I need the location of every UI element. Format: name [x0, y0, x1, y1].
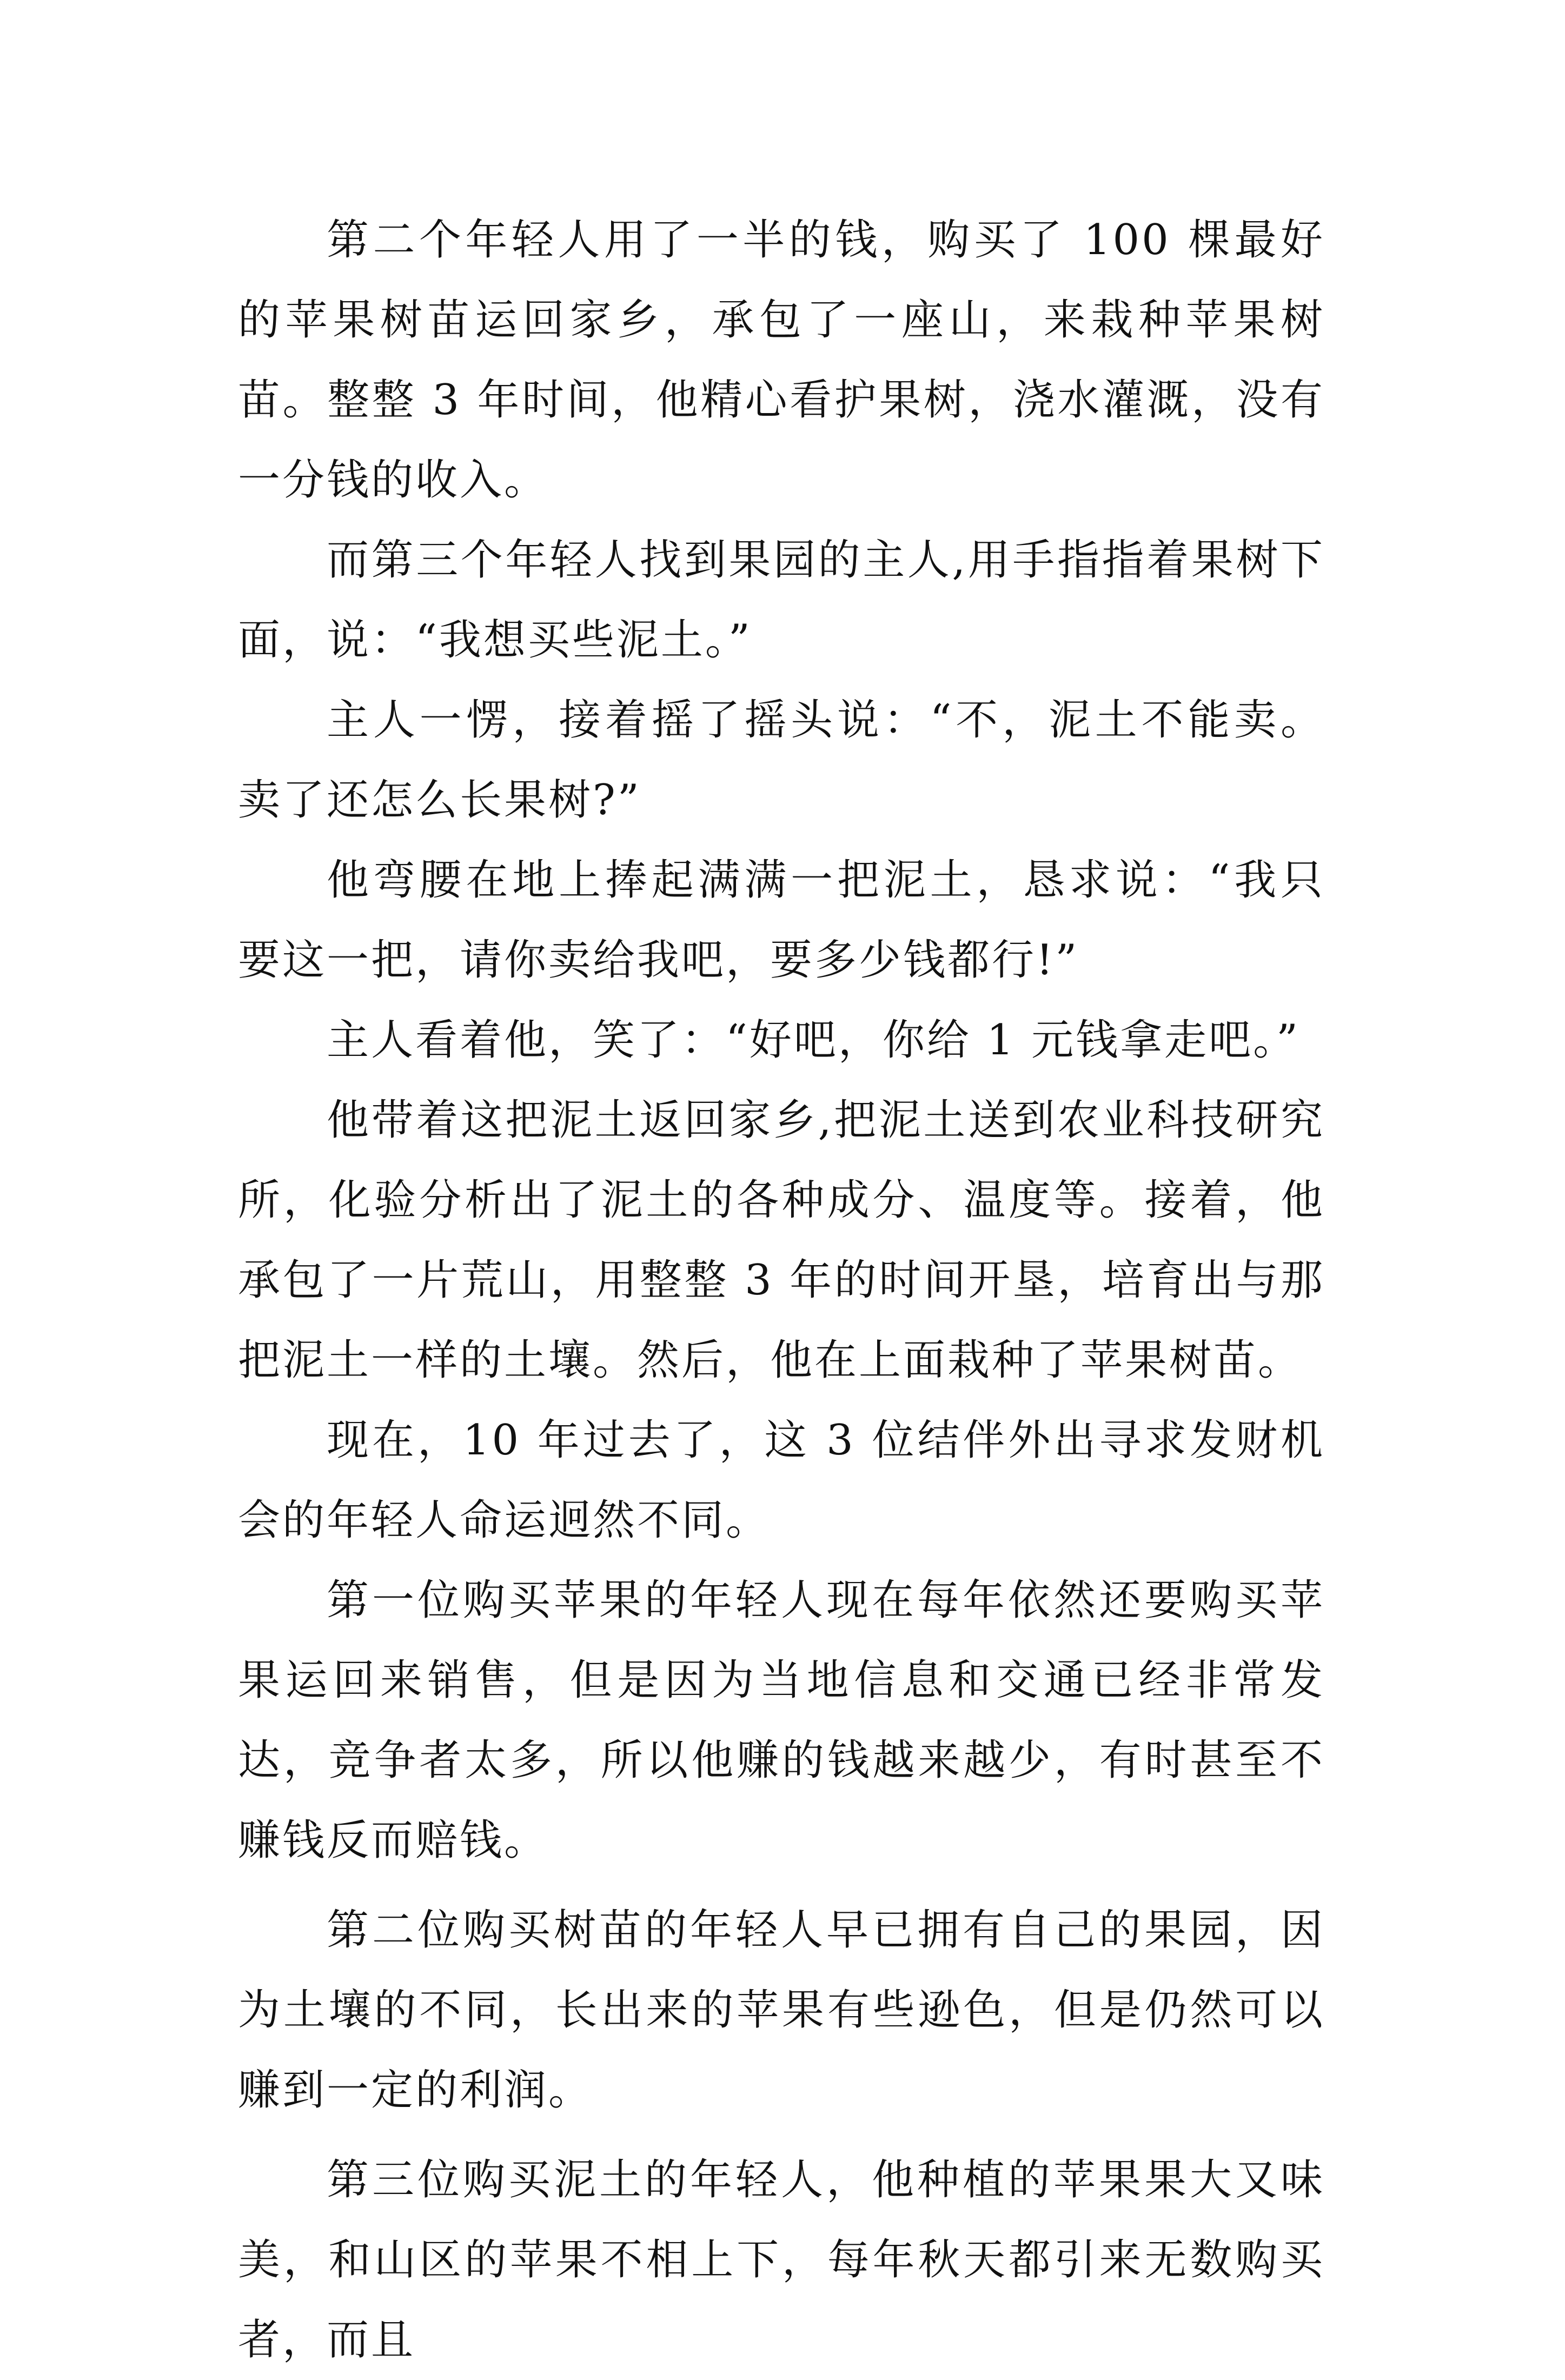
- paragraph-6: 他带着这把泥土返回家乡,把泥土送到农业科技研究所，化验分析出了泥土的各种成分、温度等。接着，他承包了一片荒山，用整整 3 年的时间开垦，培育出与那把泥土一样的土壤。然后，他在上面栽种了苹果树苗。: [238, 1096, 1325, 1385]
- paragraph-5: 主人看着他，笑了：“好吧，你给 1 元钱拿走吧。”: [327, 1016, 1300, 1065]
- paragraph-8: 第一位购买苹果的年轻人现在每年依然还要购买苹果运回来销售，但是因为当地信息和交通已经非常发达，竞争者太多，所以他赚的钱越来越少，有时甚至不赚钱反而赔钱。: [238, 1576, 1325, 1865]
- paragraph-2: 而第三个年轻人找到果园的主人,用手指指着果树下面，说：“我想买些泥土。”: [238, 536, 1325, 664]
- document-body: [238, 200, 1325, 2380]
- paragraph-4: 他弯腰在地上捧起满满一把泥土，恳求说：“我只要这一把，请你卖给我吧，要多少钱都行!”: [238, 856, 1325, 985]
- paragraph-3: 主人一愣，接着摇了摇头说：“不，泥土不能卖。卖了还怎么长果树?”: [238, 696, 1325, 825]
- paragraph-9: 第二位购买树苗的年轻人早已拥有自己的果园，因为土壤的不同，长出来的苹果有些逊色，但是仍然可以赚到一定的利润。: [238, 1906, 1325, 2115]
- paragraph-10: 第三位购买泥土的年轻人，他种植的苹果果大又味美，和山区的苹果不相上下，每年秋天都引来无数购买者，而且: [238, 2156, 1325, 2364]
- paragraph-1: 第二个年轻人用了一半的钱，购买了 100 棵最好的苹果树苗运回家乡，承包了一座山，来栽种苹果树苗。整整 3 年时间，他精心看护果树，浇水灌溉，没有一分钱的收入。: [238, 216, 1325, 504]
- paragraph-7: 现在，10 年过去了，这 3 位结伴外出寻求发财机会的年轻人命运迥然不同。: [238, 1416, 1325, 1545]
